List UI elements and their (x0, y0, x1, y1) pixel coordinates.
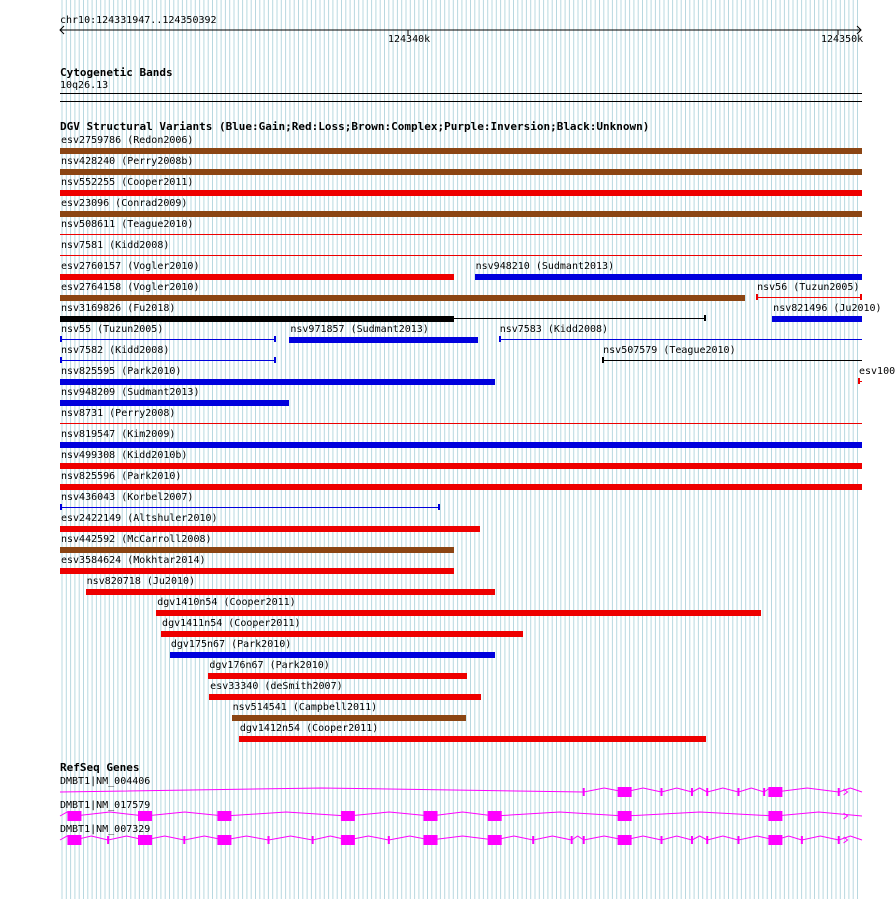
gene-label[interactable]: DMBT1|NM_007329 (60, 824, 151, 835)
gene-label[interactable]: DMBT1|NM_017579 (60, 800, 151, 811)
gene-exon[interactable] (618, 835, 632, 845)
gene-exon[interactable] (801, 836, 803, 844)
gene-exon[interactable] (138, 811, 152, 821)
gene-exon[interactable] (737, 836, 739, 844)
gene-exon[interactable] (618, 811, 632, 821)
gene-exon[interactable] (424, 811, 438, 821)
gene-exon[interactable] (737, 788, 739, 796)
variant-label[interactable]: esv23096 (Conrad2009) (61, 198, 188, 209)
variant-label[interactable]: nsv499308 (Kidd2010b) (61, 450, 188, 461)
gene-exon[interactable] (691, 788, 693, 796)
gene-exon[interactable] (268, 836, 270, 844)
dgv-track-title: DGV Structural Variants (Blue:Gain;Red:Loss;Brown:Complex;Purple:Inversion;Black:Unknown) (60, 120, 650, 133)
ruler-range-label: chr10:124331947..124350392 (60, 15, 217, 26)
gene-intron (707, 836, 738, 840)
variant-label[interactable]: dgv1412n54 (Cooper2011) (239, 723, 379, 734)
variant-label[interactable]: nsv55 (Tuzun2005) (61, 324, 164, 335)
gene-intron (839, 788, 862, 792)
variant-label[interactable]: esv33340 (deSmith2007) (210, 681, 343, 692)
variant-label[interactable]: nsv825596 (Park2010) (61, 471, 182, 482)
gene-exon[interactable] (768, 811, 782, 821)
gene-exon[interactable] (838, 788, 840, 796)
gene-intron (60, 788, 584, 792)
gene-intron (839, 836, 862, 840)
gene-intron (625, 812, 776, 816)
variant-label[interactable]: dgv176n67 (Park2010) (209, 660, 330, 671)
gene-exon[interactable] (768, 787, 782, 797)
gene-exon[interactable] (583, 836, 585, 844)
gene-intron (692, 836, 707, 840)
variant-label[interactable]: nsv56 (Tuzun2005) (757, 282, 860, 293)
variant-label[interactable]: dgv1410n54 (Cooper2011) (157, 597, 296, 608)
gene-exon[interactable] (138, 835, 152, 845)
gene-intron (572, 836, 584, 840)
variant-label[interactable]: nsv825595 (Park2010) (61, 366, 182, 377)
variant-label[interactable]: nsv971857 (Sudmant2013) (290, 324, 429, 335)
gene-intron (431, 812, 495, 816)
gene-intron (495, 812, 625, 816)
gene-exon[interactable] (217, 811, 231, 821)
gene-exon[interactable] (341, 811, 355, 821)
variant-label[interactable]: nsv428240 (Perry2008b) (61, 156, 194, 167)
strand-arrow-icon (844, 813, 848, 819)
gene-exon[interactable] (67, 835, 81, 845)
gene-intron (348, 812, 431, 816)
gene-intron (775, 812, 862, 816)
variant-label[interactable]: nsv508611 (Teague2010) (61, 219, 194, 230)
strand-arrow-icon (844, 789, 848, 795)
gene-label[interactable]: DMBT1|NM_004406 (60, 776, 151, 787)
variant-label[interactable]: esv100 (858, 366, 895, 377)
cytoband-track-title: Cytogenetic Bands (60, 66, 173, 79)
gene-intron (533, 836, 571, 840)
gene-intron (224, 812, 348, 816)
variant-label[interactable]: nsv552255 (Cooper2011) (61, 177, 194, 188)
gene-exon[interactable] (217, 835, 231, 845)
variant-label[interactable]: nsv436043 (Korbel2007) (61, 492, 194, 503)
variant-label[interactable]: dgv175n67 (Park2010) (170, 639, 292, 650)
gene-exon[interactable] (183, 836, 185, 844)
gene-exon[interactable] (488, 835, 502, 845)
variant-label[interactable]: esv2764158 (Vogler2010) (61, 282, 200, 293)
gene-intron (74, 812, 145, 816)
variant-label[interactable]: dgv1411n54 (Cooper2011) (162, 618, 301, 629)
gene-exon[interactable] (341, 835, 355, 845)
variant-label[interactable]: nsv820718 (Ju2010) (86, 576, 196, 587)
variant-label[interactable]: nsv514541 (Campbell2011) (232, 702, 378, 713)
variant-label[interactable]: nsv7583 (Kidd2008) (499, 324, 609, 335)
variant-label[interactable]: nsv507579 (Teague2010) (603, 345, 736, 356)
variant-label[interactable]: esv2422149 (Altshuler2010) (61, 513, 218, 524)
variant-label[interactable]: nsv442592 (McCarroll2008) (61, 534, 212, 545)
gene-intron (145, 812, 224, 816)
gene-intron (802, 836, 839, 840)
variant-label[interactable]: nsv8731 (Perry2008) (61, 408, 176, 419)
cytoband-label: 10q26.13 (60, 80, 109, 91)
gene-intron (662, 836, 692, 840)
variant-label[interactable]: nsv948210 (Sudmant2013) (475, 261, 615, 272)
gene-intron (662, 788, 692, 792)
variant-label[interactable]: esv2760157 (Vogler2010) (61, 261, 200, 272)
variant-label[interactable]: nsv819547 (Kim2009) (61, 429, 176, 440)
gene-intron (738, 788, 764, 792)
gene-exon[interactable] (618, 787, 632, 797)
gene-intron (269, 836, 313, 840)
variant-label[interactable]: nsv7581 (Kidd2008) (61, 240, 170, 251)
variant-label[interactable]: nsv7582 (Kidd2008) (61, 345, 170, 356)
gene-exon[interactable] (571, 836, 573, 844)
ruler-tick-label: 124350k (821, 34, 864, 45)
gene-exon[interactable] (706, 788, 708, 796)
gene-exon[interactable] (312, 836, 314, 844)
ruler-tick-label: 124340k (388, 34, 431, 45)
variant-label[interactable]: esv2759786 (Redon2006) (61, 135, 194, 146)
gene-exon[interactable] (583, 788, 585, 796)
gene-intron (431, 836, 495, 840)
gene-exon[interactable] (838, 836, 840, 844)
gene-exon[interactable] (388, 836, 390, 844)
variant-label[interactable]: nsv3169826 (Fu2018) (61, 303, 176, 314)
strand-arrow-icon (844, 837, 848, 843)
gene-exon[interactable] (763, 788, 765, 796)
gene-exon[interactable] (661, 836, 663, 844)
gene-exon[interactable] (67, 811, 81, 821)
gene-intron (775, 788, 838, 792)
gene-exon[interactable] (768, 835, 782, 845)
gene-exon[interactable] (661, 788, 663, 796)
gene-exon[interactable] (488, 811, 502, 821)
gene-exon[interactable] (691, 836, 693, 844)
gene-exon[interactable] (706, 836, 708, 844)
gene-exon[interactable] (532, 836, 534, 844)
gene-exon[interactable] (107, 836, 109, 844)
gene-intron (707, 788, 738, 792)
variant-label[interactable]: nsv948209 (Sudmant2013) (61, 387, 200, 398)
gene-exon[interactable] (424, 835, 438, 845)
variant-label[interactable]: esv3584624 (Mokhtar2014) (61, 555, 206, 566)
variant-label[interactable]: nsv821496 (Ju2010) (773, 303, 882, 314)
gene-intron (692, 788, 707, 792)
refseq-track-title: RefSeq Genes (60, 761, 140, 774)
